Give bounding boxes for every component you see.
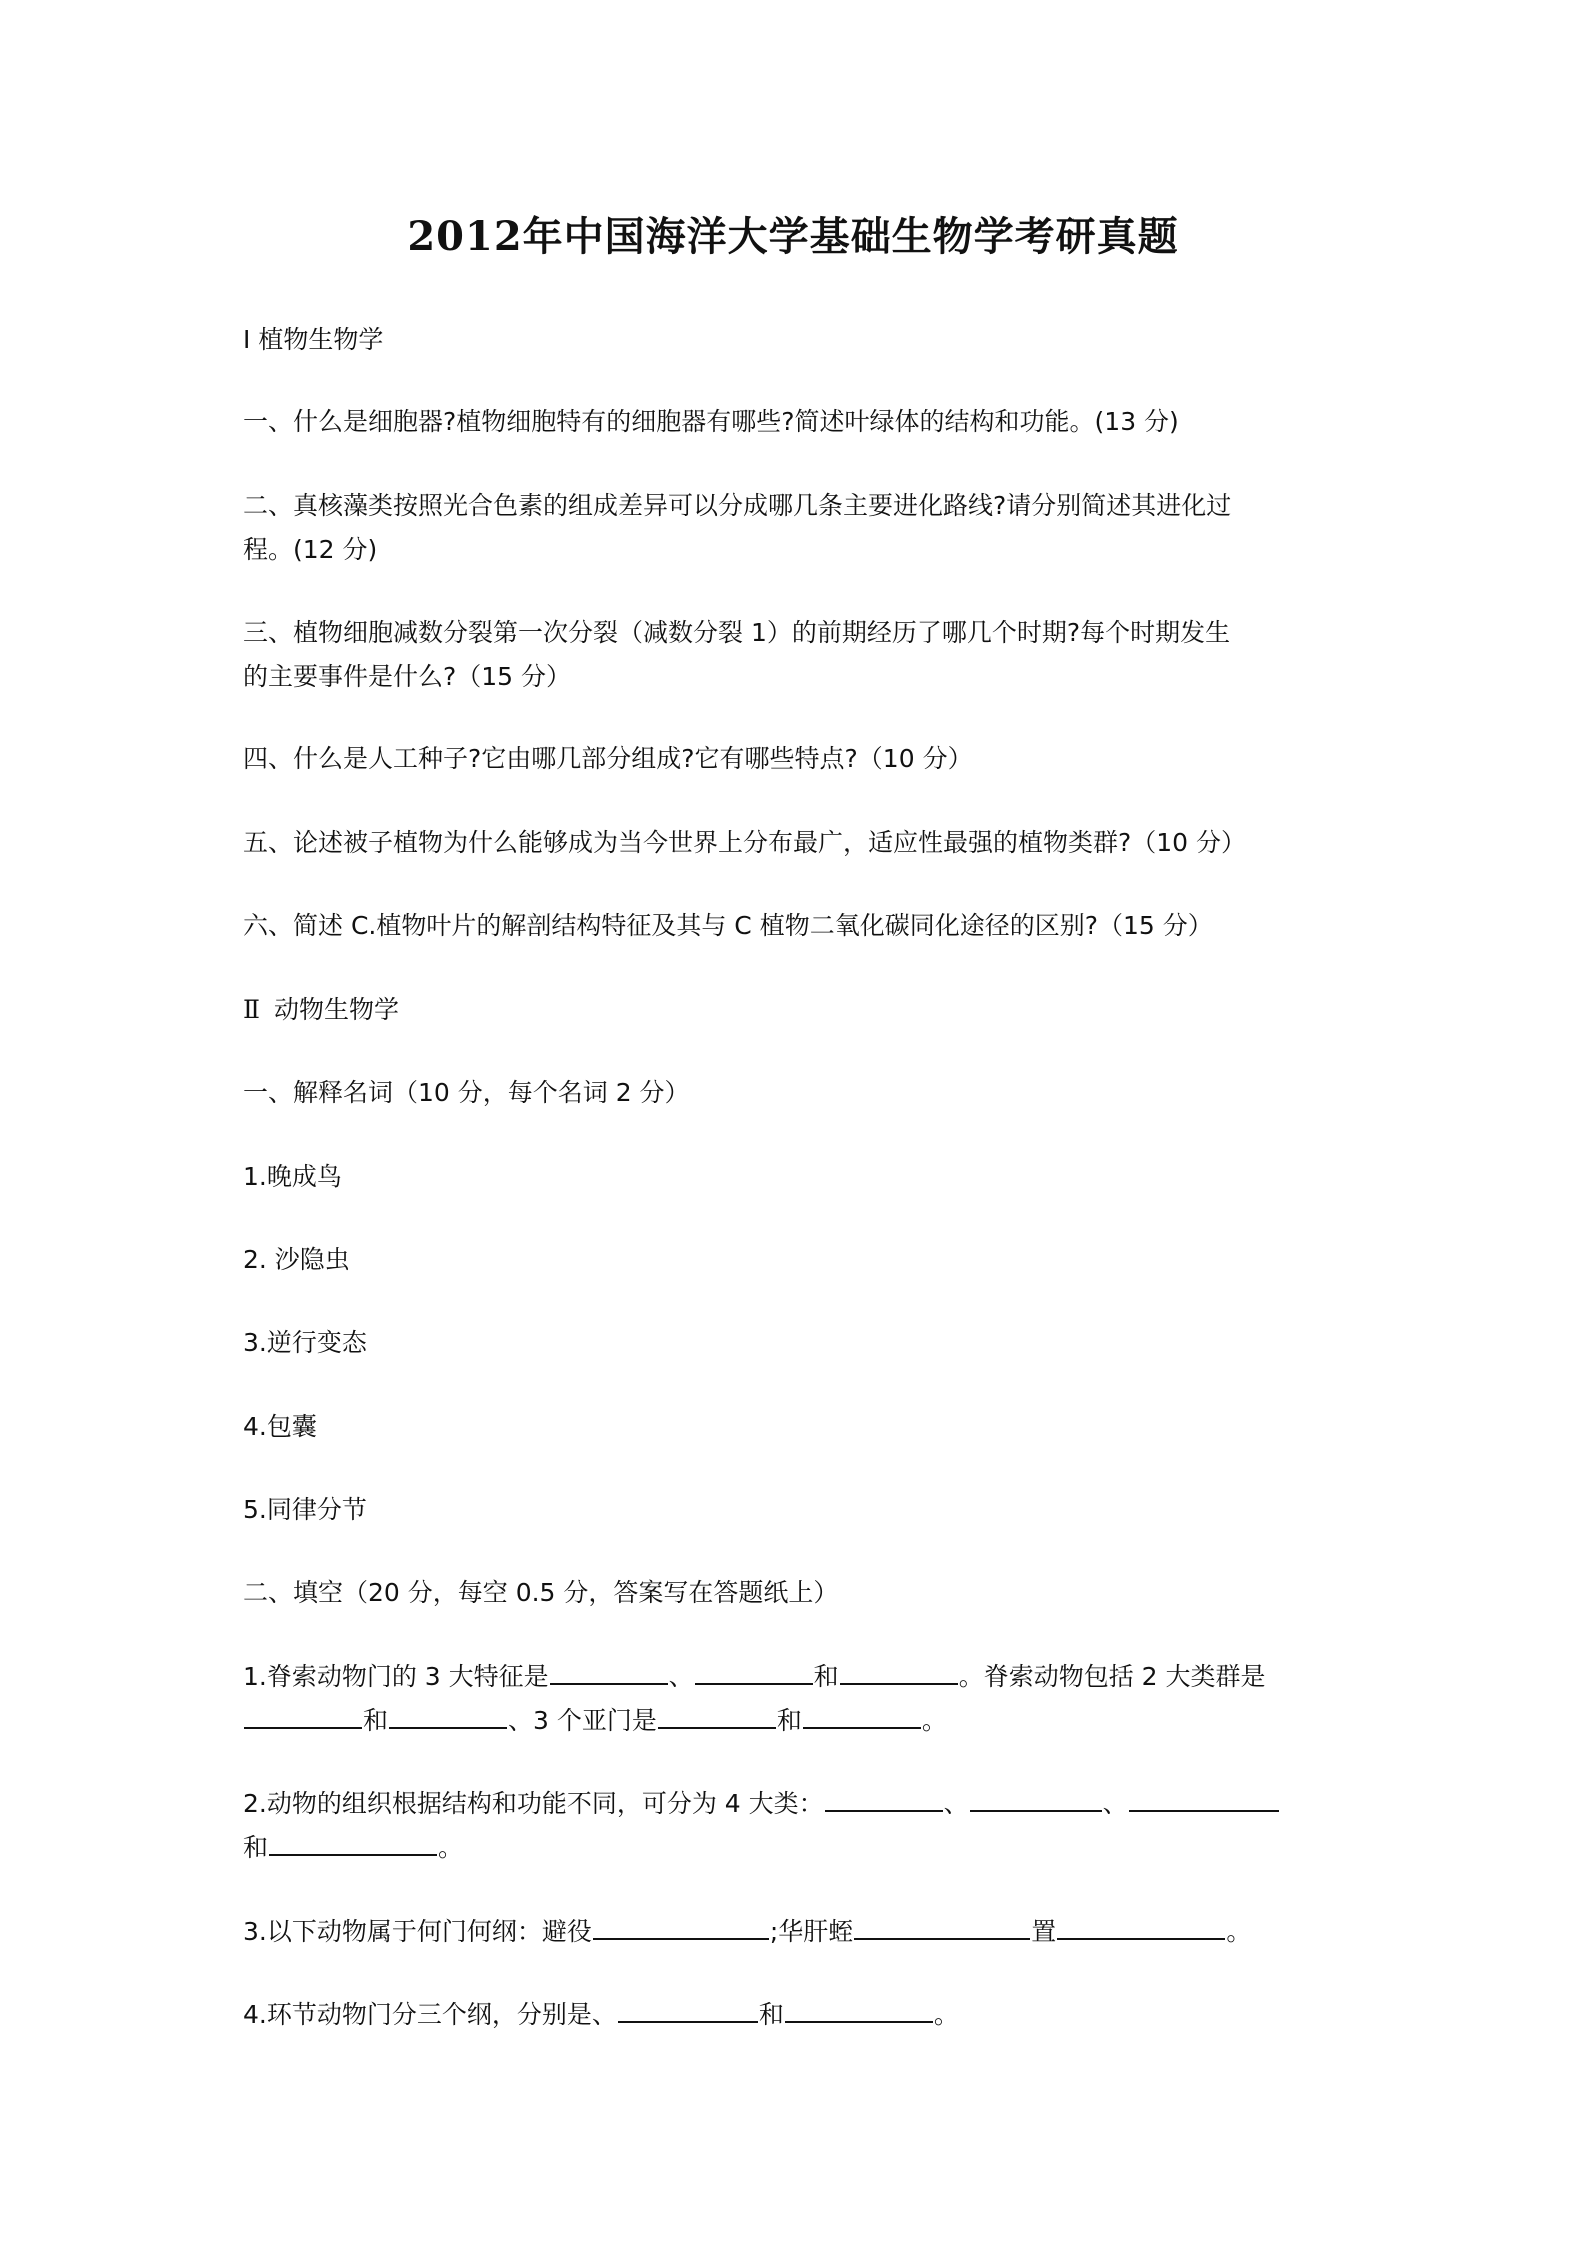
answer-blank [618, 1995, 758, 2023]
section-numeral: Ⅱ [243, 995, 260, 1024]
section-heading-animal-biology [243, 988, 1363, 1032]
question-3-line-1: 三、植物细胞减数分裂第一次分裂（减数分裂 1）的前期经历了哪几个时期?每个时期发生 [243, 618, 1231, 647]
fill-1-text-b: 、 [668, 1662, 694, 1691]
fill-3-text-d: 。 [1226, 1917, 1252, 1946]
fill-1-text-a: 1.脊索动物门的 3 大特征是 [243, 1662, 549, 1691]
fill-2-text-e: 。 [438, 1833, 464, 1862]
question-6: 六、简述 C.植物叶片的解剖结构特征及其与 C 植物二氧化碳同化途径的区别?（15 分） [243, 911, 1213, 940]
answer-blank [854, 1912, 1030, 1940]
section-heading-plant-biology: I 植物生物学 [243, 325, 384, 354]
term-2: 2. 沙隐虫 [243, 1245, 350, 1274]
answer-blank [658, 1701, 776, 1729]
fill-3-text-a: 3.以下动物属于何门何纲：避役 [243, 1917, 592, 1946]
part-2-title: 二、填空（20 分，每空 0.5 分，答案写在答题纸上） [243, 1578, 839, 1607]
fill-4-text-c: 。 [933, 2000, 959, 2029]
fill-question-3 [243, 1910, 1363, 1954]
fill-1-text-d: 。脊索动物包括 2 大类群是 [958, 1662, 1266, 1691]
fill-1-text-f: 、3 个亚门是 [508, 1706, 657, 1735]
fill-3-text-c: 置 [1031, 1917, 1057, 1946]
fill-question-2-line-2 [243, 1826, 1363, 1870]
answer-blank [1129, 1784, 1279, 1812]
answer-blank [803, 1701, 921, 1729]
fill-1-text-h: 。 [921, 1706, 947, 1735]
term-3: 3.逆行变态 [243, 1328, 367, 1357]
answer-blank [785, 1995, 933, 2023]
fill-4-text-b: 和 [758, 2000, 784, 2029]
fill-1-text-e: 和 [363, 1706, 389, 1735]
fill-2-text-d: 和 [243, 1833, 269, 1862]
fill-question-1-line-1 [243, 1655, 1363, 1699]
question-4: 四、什么是人工种子?它由哪几部分组成?它有哪些特点?（10 分） [243, 744, 973, 773]
question-1: 一、什么是细胞器?植物细胞特有的细胞器有哪些?简述叶绿体的结构和功能。(13 分) [243, 407, 1179, 436]
fill-4-text-a: 4.环节动物门分三个纲，分别是、 [243, 2000, 617, 2029]
answer-blank [550, 1657, 668, 1685]
answer-blank [389, 1701, 507, 1729]
term-1: 1.晚成鸟 [243, 1162, 342, 1191]
answer-blank [825, 1784, 943, 1812]
answer-blank [593, 1912, 769, 1940]
part-1-title: 一、解释名词（10 分，每个名词 2 分） [243, 1078, 690, 1107]
fill-2-text-b: 、 [943, 1789, 969, 1818]
section-heading-text: 动物生物学 [274, 995, 400, 1024]
answer-blank [269, 1828, 437, 1856]
fill-3-text-b: ;华肝蛭 [769, 1917, 854, 1946]
answer-blank [1057, 1912, 1225, 1940]
question-5: 五、论述被子植物为什么能够成为当今世界上分布最广，适应性最强的植物类群?（10 分） [243, 828, 1247, 857]
fill-1-text-g: 和 [776, 1706, 802, 1735]
term-5: 5.同律分节 [243, 1495, 367, 1524]
question-2-line-1: 二、真核藻类按照光合色素的组成差异可以分成哪几条主要进化路线?请分别简述其进化过 [243, 491, 1232, 520]
answer-blank [244, 1701, 362, 1729]
document-title: 2012年中国海洋大学基础生物学考研真题 [407, 213, 1179, 260]
question-3-line-2: 的主要事件是什么?（15 分） [243, 662, 572, 691]
question-2-line-2: 程。(12 分) [243, 535, 378, 564]
fill-2-text-a: 2.动物的组织根据结构和功能不同，可分为 4 大类： [243, 1789, 824, 1818]
answer-blank [970, 1784, 1102, 1812]
fill-1-text-c: 和 [813, 1662, 839, 1691]
answer-blank [840, 1657, 958, 1685]
fill-2-text-c: 、 [1102, 1789, 1128, 1818]
answer-blank [695, 1657, 813, 1685]
fill-question-2-line-1 [243, 1782, 1363, 1826]
term-4: 4.包囊 [243, 1412, 317, 1441]
fill-question-1-line-2 [243, 1699, 1363, 1743]
fill-question-4 [243, 1993, 1363, 2037]
